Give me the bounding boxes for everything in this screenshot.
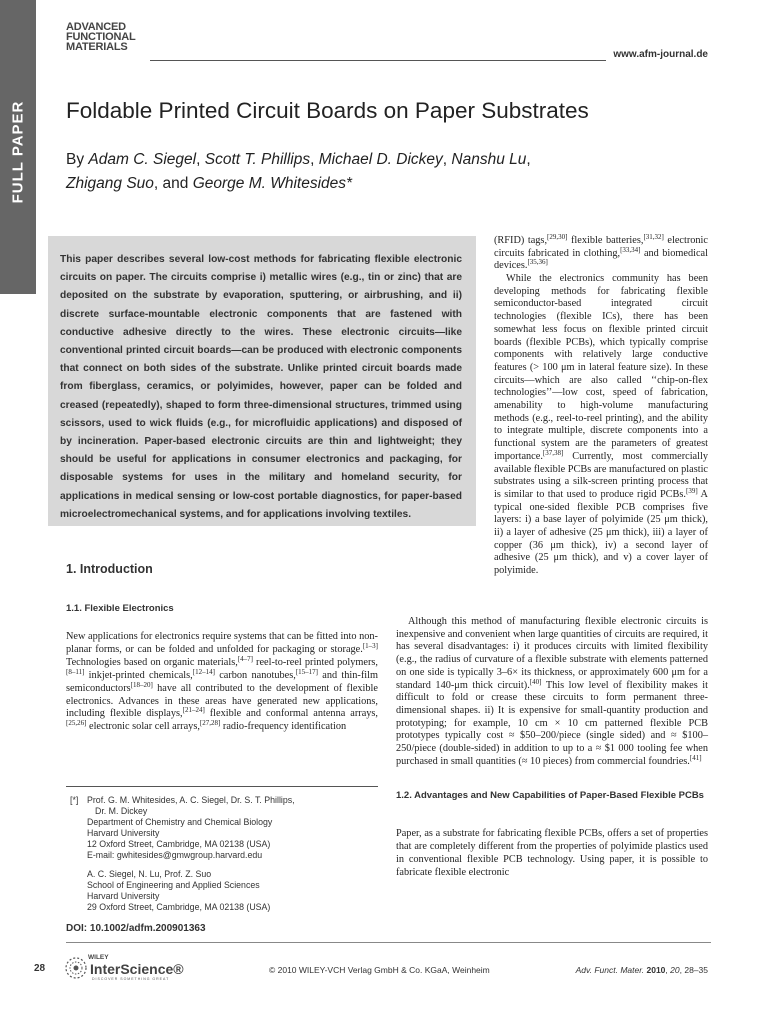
citation[interactable]: [41] (689, 753, 702, 762)
affiliation-line: Department of Chemistry and Chemical Biology (87, 817, 273, 828)
publisher-name: InterScience® (90, 961, 184, 977)
citation[interactable]: [15–17] (295, 667, 318, 676)
globe-icon (62, 952, 90, 984)
citation[interactable]: [27,28] (199, 719, 221, 728)
citation[interactable]: [12–14] (192, 667, 215, 676)
right-column-body (396, 273, 708, 578)
intro-paragraph (66, 631, 378, 734)
paragraph-intro: New applications for electronics require systems that can be fitted into non-planar forms, or can be folded and unfolded for packaging or storage.[1–3] Technologies based on organic materials,[4–7] reel-to-reel printed polymers,[8–11] inkjet-printed chemicals,[12–14] carbon nanotubes,[15–17] and thin-film semiconductors[18–20] have all contributed to the development of flexible electronics. Advances in these areas have generated new applications, including flexible displays,[21–24] flexible and conformal antenna arrays,[25,26] electronic solar cell arrays,[27,28] radio-frequency identification (66, 631, 379, 733)
doi[interactable]: DOI: 10.1002/adfm.200901363 (66, 923, 206, 934)
citation[interactable]: [25,26] (66, 719, 87, 728)
citation[interactable]: [18–20] (130, 680, 153, 689)
logo-line-3: MATERIALS (66, 41, 128, 53)
affiliation-line: A. C. Siegel, N. Lu, Prof. Z. Suo (87, 868, 212, 879)
footnote-rule (66, 786, 378, 787)
footnote-mark: [*] (70, 795, 79, 805)
author-lu: Nanshu Lu (451, 151, 527, 168)
citation[interactable]: [1–3] (362, 641, 378, 650)
paragraph-flex-pcb: While the electronics community has been developing methods for fabricating flexible semiconductor-based integrated circuit technologies (flexible ICs), there has been somewhat less focus on flexible printed circuit boards (flexible PCBs), which typically comprise components with relatively large conductive features (> 100 μm in lateral feature size). In these circuits—which are also called ‘‘chip-on-flex technologies’’—low cost, speed of fabrication, amenability to high-volume manufacturing methods (e.g., reel-to-reel printing), and the ability to integrate multiple, discrete components into a functional system are the parameters of greatest importance.[37,38] Currently, most commercially available flexible PCBs are manufactured on plastic substrates using a silk-screen printing process that is similar to that used to produce rigid PCBs.[39] A typical one-sided flexible PCB comprises five layers: i) a base layer of polyimide (25 μm thick), ii) a layer of adhesive (25 μm thick), iii) a layer of copper (36 μm thick), iv) a second layer of adhesive (25 μm thick), and v) a cover layer of polyimide. (494, 273, 708, 577)
affiliation-footnote (66, 795, 378, 913)
affiliation-line: Harvard University (87, 890, 160, 901)
paragraph-disadvantages: Although this method of manufacturing flexible electronic circuits is inexpensive and convenient when large quantities of circuits are required, it has several disadvantages: i) it produces circuits with limited flexibility (e.g., the radius of curvature of a flexible substrate with elements patterned on one side is typically 3–6× its thickness, or approximately 600 μm for a standard 140-μm thick circuit).[40] This low level of flexibility makes it difficult to fold or crease these circuits to form permanent three-dimensional shapes. ii) It is expensive for small-quantity production and prototyping; for example, 10 cm × 10 cm patterned flexible PCB prototypes typically cost ≈ $50–200/piece (single sided) and ≈ $100–250/piece (double-sided) in addition to up to a ≈ $1 000 tooling fee when purchased in small quantities (≈ 10 pieces) from commercial foundries.[41] (396, 616, 709, 767)
section-tab-label: FULL PAPER (9, 100, 27, 204)
citation[interactable]: [39] (686, 486, 698, 495)
citation[interactable]: [29,30] (547, 233, 568, 241)
page-number: 28 (34, 963, 46, 974)
citation[interactable]: [33,34] (620, 245, 641, 254)
author-list: By Adam C. Siegel, Scott T. Phillips, Michael D. Dickey, Nanshu Lu, Zhigang Suo, and George M. Whitesides* (66, 151, 531, 192)
abstract-text: This paper describes several low-cost methods for fabricating flexible electronic circuits on paper. The circuits comprise i) metallic wires (e.g., tin or zinc) that are deposited on the substrate by evaporation, sputtering, or airbrushing, and ii) discrete surface-mountable electronic components that are fastened with conductive adhesive directly to the wires. These electronic circuits—like conventional printed circuit boards—can be produced with electronic components that connect on both sides of the substrate. Unlike printed circuit boards made from fiberglass, ceramics, or polyimides, however, paper can be folded and creased (repeatedly), shaped to form three-dimensional structures, trimmed using scissors, used to wick fluids (e.g., for microfluidic applications) and disposed of by incineration. Paper-based electronic circuits are thin and lightweight; they should be useful for applications in consumer electronics and packaging, for disposable systems for uses in the military and homeland security, for applications in medical sensing or low-cost portable diagnostics, for paper-based microelectromechanical systems, and for applications involving textiles. (60, 254, 462, 520)
logo-line-2: FUNCTIONAL (66, 31, 136, 43)
section-heading-1: 1. Introduction (66, 562, 153, 576)
affiliation-line: School of Engineering and Applied Sciences (87, 879, 260, 890)
header-rule (150, 60, 606, 61)
author-whitesides: George M. Whitesides* (192, 175, 353, 192)
section-heading-1-1: 1.1. Flexible Electronics (66, 603, 174, 614)
citation[interactable]: [40] (529, 677, 542, 686)
paragraph-rfid: (RFID) tags,[29,30] flexible batteries,[31,32] electronic circuits fabricated in clothing,[33,34] and biomedical devices.[35,36] (494, 233, 708, 272)
affiliation-line: 12 Oxford Street, Cambridge, MA 02138 (USA) (87, 839, 271, 850)
paper-title: Foldable Printed Circuit Boards on Paper Substrates (66, 98, 589, 123)
citation[interactable]: [21–24] (182, 706, 205, 715)
author-prefix: By (66, 151, 89, 168)
publisher-logo (62, 950, 192, 984)
right-column-top (494, 235, 708, 273)
affiliation-line: Harvard University (87, 828, 160, 839)
citation[interactable]: [35,36] (527, 258, 548, 267)
logo-line-1: ADVANCED (66, 21, 126, 33)
author-siegel: Adam C. Siegel (88, 151, 197, 168)
contact-email[interactable]: E-mail: gwhitesides@gmwgroup.harvard.edu (87, 850, 263, 861)
affiliation-line: Prof. G. M. Whitesides, A. C. Siegel, Dr. S. T. Phillips, (87, 795, 295, 805)
paragraph-paper-substrate: Paper, as a substrate for fabricating flexible PCBs, offers a set of properties that are completely different from the properties of polyimide plastics used in conventional flexible PCB technology. Using paper, it is possible to fabricate flexible electronic (396, 828, 708, 878)
copyright: © 2010 WILEY-VCH Verlag GmbH & Co. KGaA, Weinheim (269, 965, 490, 975)
affiliation-line: Dr. M. Dickey (95, 806, 148, 817)
journal-url[interactable]: www.afm-journal.de (613, 49, 708, 60)
author-conjunction: and (162, 175, 193, 192)
citation[interactable]: [8–11] (66, 667, 85, 676)
footer-rule (66, 942, 711, 943)
right-column-lower (396, 616, 708, 879)
author-dickey: Michael D. Dickey (318, 151, 443, 168)
author-phillips: Scott T. Phillips (204, 151, 311, 168)
section-heading-1-2: 1.2. Advantages and New Capabilities of Paper-Based Flexible PCBs (396, 790, 704, 802)
section-tab (0, 0, 36, 294)
publisher-small: WILEY (88, 954, 109, 961)
author-suo: Zhigang Suo (66, 175, 154, 192)
journal-logo (66, 22, 146, 52)
affiliation-line: 29 Oxford Street, Cambridge, MA 02138 (USA) (87, 901, 271, 912)
citation[interactable]: [31,32] (643, 233, 664, 241)
journal-citation: Adv. Funct. Mater. 2010, 20, 28–35 (575, 965, 708, 975)
publisher-tagline: DISCOVER SOMETHING GREAT (92, 977, 170, 981)
citation[interactable]: [4–7] (237, 654, 253, 663)
citation[interactable]: [37,38] (542, 448, 564, 457)
